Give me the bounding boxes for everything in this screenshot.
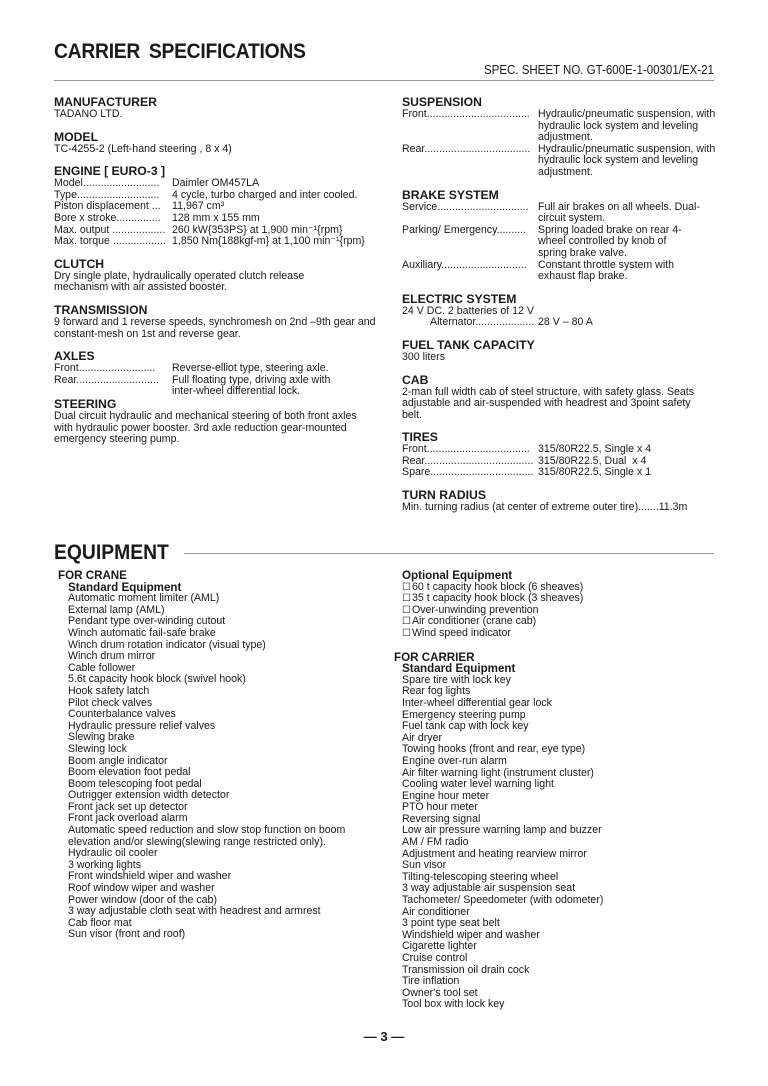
equipment-item: Boom elevation foot pedal (68, 766, 191, 779)
spec-value: 315/80R22.5, Single x 1 (538, 466, 652, 479)
section-transmission (54, 304, 384, 340)
specs-right-column (402, 96, 732, 524)
section-engine (54, 165, 384, 248)
equipment-item: Adjustment and heating rearview mirror (402, 847, 587, 860)
equipment-item: Cab floor mat (68, 916, 132, 929)
carrier-standard-list (402, 675, 732, 1011)
equipment-item: Reversing signal (402, 812, 481, 825)
equipment-item: Low air pressure warning lamp and buzzer (402, 824, 602, 837)
spec-label: Max. torque .................. (54, 236, 166, 248)
spec-label: Rear.................................... (402, 143, 531, 155)
specs-left-column (54, 96, 384, 456)
equipment-item: Counterbalance valves (68, 708, 176, 721)
equipment-item: Air dryer (402, 731, 443, 744)
cab-value: 2-man full width cab of steel structure, with safety glass. Seats adjustable and air-suspended with headrest and 3point safety belt. (402, 385, 695, 421)
transmission-value: 9 forward and 1 reverse speeds, synchromesh on 2nd –9th gear and constant-mesh on 1st and reverse gear. (54, 315, 376, 340)
spec-value: Spring loaded brake on rear 4-wheel controlled by knob of spring brake valve. (538, 223, 682, 259)
spec-row (402, 260, 732, 283)
equipment-item: Hydraulic oil cooler (68, 847, 158, 860)
spec-value: 315/80R22.5, Single x 4 (538, 443, 652, 456)
equipment-item: Towing hooks (front and rear, eye type) (402, 743, 586, 756)
equipment-item: Winch drum mirror (68, 650, 156, 663)
section-clutch (54, 258, 384, 294)
spec-value: Full air brakes on all wheels. Dual-circuit system. (538, 200, 700, 225)
equipment-item: Windshield wiper and washer (402, 928, 540, 941)
equipment-item: Power window (door of the cab) (68, 893, 217, 906)
crane-optional-list (402, 582, 732, 640)
page-title: CARRIER SPECIFICATIONS (54, 40, 306, 63)
spec-value: Daimler OM457LA (172, 177, 260, 190)
spec-row (54, 213, 384, 225)
fuel-value: 300 liters (402, 350, 445, 363)
equipment-item: Air conditioner (402, 905, 470, 918)
equipment-item: Boom telescoping foot pedal (68, 777, 202, 790)
equipment-divider (184, 553, 714, 554)
equipment-heading: EQUIPMENT (54, 541, 169, 564)
crane-equipment-column (58, 570, 388, 941)
equipment-item: Slewing lock (68, 742, 127, 755)
spec-label: Spare................................... (402, 467, 534, 479)
spec-value: 28 V – 80 A (538, 316, 593, 329)
section-heading: FUEL TANK CAPACITY (402, 337, 535, 352)
equipment-item: Engine over-run alarm (402, 754, 507, 767)
spec-label: Service............................... (402, 201, 529, 213)
section-heading: CLUTCH (54, 256, 105, 271)
equipment-item: Front jack overload alarm (68, 812, 188, 825)
equipment-item: Tilting-telescoping steering wheel (402, 870, 559, 883)
section-manufacturer (54, 96, 384, 121)
spec-value: Full floating type, driving axle with inter-wheel differential lock. (172, 373, 331, 398)
section-heading: MODEL (54, 129, 99, 144)
equipment-item: Engine hour meter (402, 789, 490, 802)
carrier-standard-heading: Standard Equipment (402, 662, 516, 676)
spec-row (54, 236, 384, 248)
equipment-item: Automatic moment limiter (AML) (68, 592, 220, 605)
section-heading: SUSPENSION (402, 95, 482, 109)
spec-label: Parking/ Emergency.......... (402, 224, 527, 236)
section-heading: ELECTRIC SYSTEM (402, 291, 517, 306)
equipment-item: Sun visor (402, 859, 447, 872)
equipment-item: Cable follower (68, 661, 136, 674)
equipment-item: Winch drum rotation indicator (visual type) (68, 638, 266, 651)
crane-optional-heading: Optional Equipment (402, 569, 513, 582)
spec-row (402, 317, 732, 329)
equipment-item: Tool box with lock key (402, 998, 505, 1011)
section-suspension (402, 96, 732, 179)
section-brake-system (402, 189, 732, 283)
equipment-item: 5.6t capacity hook block (swivel hook) (68, 673, 246, 686)
spec-row (54, 363, 384, 375)
equipment-item: Spare tire with lock key (402, 673, 511, 686)
spec-value: 4 cycle, turbo charged and inter cooled. (172, 188, 358, 201)
spec-row (402, 202, 732, 225)
equipment-item: PTO hour meter (402, 801, 478, 814)
section-heading: TIRES (402, 430, 438, 445)
equipment-item: Hook safety latch (68, 684, 150, 697)
steering-value: Dual circuit hydraulic and mechanical steering of both front axles with hydraulic power booster. 3rd axle reduction gear-mounted emergency steering pump. (54, 409, 357, 446)
optional-and-carrier-column (394, 569, 732, 1011)
equipment-item: Hydraulic pressure relief valves (68, 719, 216, 732)
equipment-item: Automatic speed reduction and slow stop function on boom elevation and/or slewing(slewing range restricted only). (68, 824, 346, 848)
section-model (54, 131, 384, 156)
equipment-item: ☐ Air conditioner (crane cab) (402, 616, 732, 628)
spec-value: 315/80R22.5, Dual x 4 (538, 454, 647, 467)
spec-label: Piston displacement ... (54, 201, 161, 213)
section-cab (402, 374, 732, 422)
spec-label: Max. output .................. (54, 224, 166, 236)
equipment-item: Roof window wiper and washer (68, 882, 215, 895)
equipment-item: 3 working lights (68, 858, 142, 871)
spec-label: Front................................... (402, 444, 530, 456)
equipment-item: ☐ 35 t capacity hook block (3 sheaves) (402, 593, 732, 605)
spec-label: Auxiliary............................. (402, 259, 527, 271)
spec-label: Rear..................................... (402, 455, 534, 467)
spec-label: Front................................... (402, 109, 530, 120)
equipment-item: External lamp (AML) (68, 603, 165, 616)
spec-label: Alternator.................... (430, 317, 535, 329)
spacer (402, 640, 732, 652)
equipment-item: Cooling water level warning light (402, 778, 554, 791)
equipment-item: Cigarette lighter (402, 940, 477, 953)
equipment-item: Tire inflation (402, 975, 460, 988)
equipment-item: Boom angle indicator (68, 754, 168, 767)
crane-standard-heading: Standard Equipment (68, 580, 182, 594)
header-divider (54, 80, 714, 81)
equipment-item: ☐ Over-unwinding prevention (402, 605, 732, 617)
equipment-item: Emergency steering pump (402, 708, 526, 721)
equipment-item: ☐ Wind speed indicator (402, 628, 732, 640)
equipment-item: Transmission oil drain cock (402, 963, 530, 976)
section-tires (402, 431, 732, 479)
for-carrier-heading: FOR CARRIER (394, 650, 475, 664)
equipment-item: Outrigger extension width detector (68, 789, 230, 802)
spec-value: 260 kW{353PS} at 1,900 min⁻¹{rpm} (172, 223, 343, 236)
equipment-item: Pendant type over-winding cutout (68, 615, 226, 628)
equipment-item: Inter-wheel differential gear lock (402, 696, 552, 709)
spec-value: 1,850 Nm{188kgf-m} at 1,100 min⁻¹{rpm} (172, 235, 365, 248)
equipment-item: 3 way adjustable air suspension seat (402, 882, 576, 895)
spec-row (402, 225, 732, 260)
spec-label: Bore x stroke............... (54, 212, 161, 224)
equipment-item: Front windshield wiper and washer (68, 870, 232, 883)
equipment-item: Air filter warning light (instrument cluster) (402, 766, 594, 779)
electric-value: 24 V DC. 2 batteries of 12 V (402, 304, 534, 317)
spec-label: Type............................ (54, 189, 160, 201)
section-steering (54, 398, 384, 446)
equipment-item: Front jack set up detector (68, 800, 188, 813)
section-heading: BRAKE SYSTEM (402, 187, 499, 202)
crane-standard-list (58, 593, 388, 941)
equipment-item: Winch automatic fail-safe brake (68, 626, 216, 639)
equipment-item: Sun visor (front and roof) (68, 928, 186, 941)
equipment-item: 3 way adjustable cloth seat with headrest and armrest (68, 905, 321, 918)
section-heading: STEERING (54, 396, 117, 411)
equipment-item: Tachometer/ Speedometer (with odometer) (402, 894, 604, 907)
spec-label: Front.......................... (54, 363, 156, 375)
spec-value: Constant throttle system with exhaust flap brake. (538, 258, 675, 283)
section-heading: TRANSMISSION (54, 302, 148, 317)
section-turn-radius (402, 489, 732, 514)
spec-label: Rear............................ (54, 374, 159, 386)
section-heading: TURN RADIUS (402, 488, 486, 503)
section-heading: ENGINE [ EURO-3 ] (54, 164, 166, 179)
equipment-item: Cruise control (402, 952, 468, 964)
section-heading: AXLES (54, 349, 95, 364)
spec-row (402, 109, 732, 144)
page-number: — 3 — (363, 1029, 405, 1044)
section-axles (54, 350, 384, 398)
spec-value: Hydraulic/pneumatic suspension, with hydraulic lock system and leveling adjustment. (538, 108, 716, 144)
section-fuel-tank (402, 339, 732, 364)
spec-value: Hydraulic/pneumatic suspension, with hydraulic lock system and leveling adjustment. (538, 142, 716, 178)
equipment-item: Slewing brake (68, 731, 135, 744)
model-value: TC-4255-2 (Left-hand steering , 8 x 4) (54, 142, 232, 155)
equipment-item: Fuel tank cap with lock key (402, 720, 529, 733)
equipment-item: ☐ 60 t capacity hook block (6 sheaves) (402, 582, 732, 594)
spec-row (402, 144, 732, 179)
spec-sheet-number: SPEC. SHEET NO. GT-600E-1-00301/EX-21 (484, 63, 714, 77)
turn-radius-value: Min. turning radius (at center of extreme outer tire).......11.3m (402, 501, 688, 514)
spec-value: 128 mm x 155 mm (172, 211, 260, 224)
equipment-item: 3 point type seat belt (402, 917, 500, 930)
manufacturer-value: TADANO LTD. (54, 108, 123, 120)
equipment-item: Pilot check valves (68, 696, 153, 709)
spec-row (402, 467, 732, 479)
spec-value: Reverse-elliot type, steering axle. (172, 362, 329, 375)
spec-value: 11,967 cm³ (172, 200, 225, 213)
equipment-item: Owner's tool set (402, 986, 478, 999)
section-electric-system (402, 293, 732, 329)
equipment-item: Rear fog lights (402, 685, 471, 698)
clutch-value: Dry single plate, hydraulically operated clutch release mechanism with air assisted booster. (54, 269, 305, 294)
section-heading: CAB (402, 372, 429, 387)
equipment-item: AM / FM radio (402, 836, 469, 849)
section-heading: MANUFACTURER (54, 95, 157, 109)
for-crane-heading: FOR CRANE (58, 569, 127, 582)
spec-row (54, 375, 384, 398)
spec-label: Model.......................... (54, 178, 160, 190)
